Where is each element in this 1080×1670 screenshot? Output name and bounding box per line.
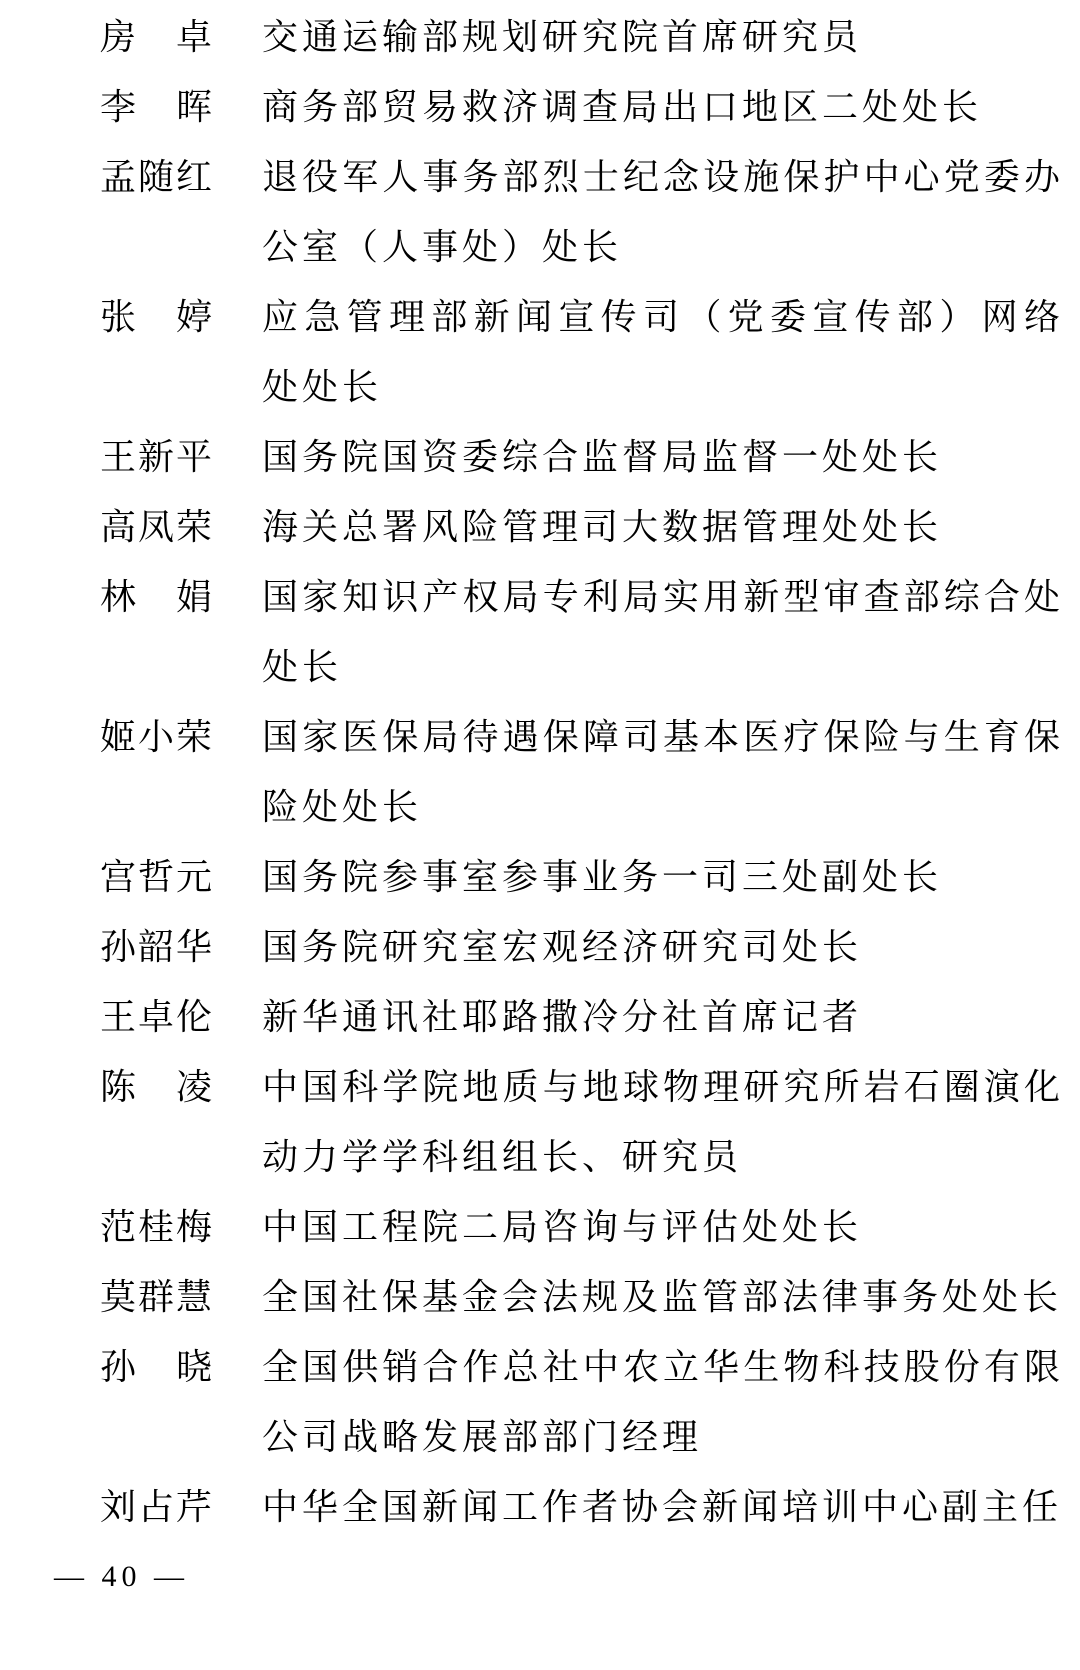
entry-title bbox=[262, 1332, 1064, 1472]
entry-title bbox=[262, 1192, 1064, 1262]
entry-title-line: 新华通讯社耶路撒冷分社首席记者 bbox=[262, 997, 863, 1037]
entry-name: 宫哲元 bbox=[100, 857, 215, 897]
entry-title bbox=[262, 702, 1064, 842]
entry-title-line: 中华全国新闻工作者协会新闻培训中心副主任 bbox=[262, 1487, 1063, 1527]
entry-title-line: 国家医保局待遇保障司基本医疗保险与生育保 bbox=[262, 717, 1064, 757]
entry-name: 李 晖 bbox=[100, 87, 215, 127]
entry-title-line: 动力学学科组组长、研究员 bbox=[262, 1137, 743, 1177]
entry-title-line: 应急管理部新闻宣传司（党委宣传部）网络 bbox=[262, 297, 1064, 337]
entry-name: 孙韶华 bbox=[100, 927, 215, 967]
entry-row bbox=[0, 982, 1080, 1052]
entry-name: 林 娟 bbox=[100, 577, 215, 617]
entry-title-line: 退役军人事务部烈士纪念设施保护中心党委办 bbox=[262, 157, 1064, 197]
entry-row bbox=[0, 1332, 1080, 1472]
entry-title bbox=[262, 1262, 1064, 1332]
entry-title-line: 商务部贸易救济调查局出口地区二处处长 bbox=[262, 87, 983, 127]
entry-row bbox=[0, 1192, 1080, 1262]
entry-row bbox=[0, 912, 1080, 982]
entry-row bbox=[0, 1262, 1080, 1332]
entry-name: 王卓伦 bbox=[100, 997, 215, 1037]
entry-row bbox=[0, 72, 1080, 142]
entry-row bbox=[0, 562, 1080, 702]
entry-title bbox=[262, 72, 1064, 142]
entry-title bbox=[262, 142, 1064, 282]
entry-row bbox=[0, 142, 1080, 282]
entry-row bbox=[0, 422, 1080, 492]
entry-title-line: 中国科学院地质与地球物理研究所岩石圈演化 bbox=[262, 1067, 1064, 1107]
entry-title-line: 国家知识产权局专利局实用新型审查部综合处 bbox=[262, 577, 1064, 617]
entry-title-line: 国务院国资委综合监督局监督一处处长 bbox=[262, 437, 943, 477]
entry-title-line: 全国社保基金会法规及监管部法律事务处处长 bbox=[262, 1277, 1063, 1317]
entry-row bbox=[0, 702, 1080, 842]
entry-title-line: 处长 bbox=[262, 647, 343, 687]
entry-title-line: 险处处长 bbox=[262, 787, 423, 827]
entry-title bbox=[262, 492, 1064, 562]
entry-title-line: 交通运输部规划研究院首席研究员 bbox=[262, 17, 863, 57]
entry-row bbox=[0, 842, 1080, 912]
entry-title bbox=[262, 422, 1064, 492]
entry-name: 高凤荣 bbox=[100, 507, 215, 547]
entry-name: 范桂梅 bbox=[100, 1207, 215, 1247]
entry-title-line: 中国工程院二局咨询与评估处处长 bbox=[262, 1207, 863, 1247]
entry-title-line: 全国供销合作总社中农立华生物科技股份有限 bbox=[262, 1347, 1064, 1387]
entry-row bbox=[0, 1472, 1080, 1542]
entry-name: 刘占芹 bbox=[100, 1487, 215, 1527]
entry-name: 王新平 bbox=[100, 437, 215, 477]
entry-name: 陈 凌 bbox=[100, 1067, 215, 1107]
entry-title bbox=[262, 982, 1064, 1052]
entry-name: 房 卓 bbox=[100, 17, 215, 57]
entry-name: 莫群慧 bbox=[100, 1277, 215, 1317]
entry-title bbox=[262, 1052, 1064, 1192]
entry-name: 姬小荣 bbox=[100, 717, 215, 757]
entry-title bbox=[262, 562, 1064, 702]
entry-title bbox=[262, 912, 1064, 982]
entry-title bbox=[262, 842, 1064, 912]
entry-row bbox=[0, 2, 1080, 72]
entry-title-line: 公室（人事处）处长 bbox=[262, 227, 623, 267]
entry-name: 孟随红 bbox=[100, 157, 215, 197]
entry-title-line: 公司战略发展部部门经理 bbox=[262, 1417, 703, 1457]
entry-title bbox=[262, 282, 1064, 422]
entry-title-line: 海关总署风险管理司大数据管理处处长 bbox=[262, 507, 943, 547]
entry-row bbox=[0, 492, 1080, 562]
entry-title-line: 处处长 bbox=[262, 367, 383, 407]
entry-row bbox=[0, 1052, 1080, 1192]
entry-name: 孙 晓 bbox=[100, 1347, 215, 1387]
entry-row bbox=[0, 282, 1080, 422]
page-number: — 40 — bbox=[54, 1560, 189, 1593]
entry-title-line: 国务院参事室参事业务一司三处副处长 bbox=[262, 857, 943, 897]
entry-title-line: 国务院研究室宏观经济研究司处长 bbox=[262, 927, 863, 967]
entry-title bbox=[262, 1472, 1064, 1542]
entry-name: 张 婷 bbox=[100, 297, 215, 337]
entry-title bbox=[262, 2, 1064, 72]
